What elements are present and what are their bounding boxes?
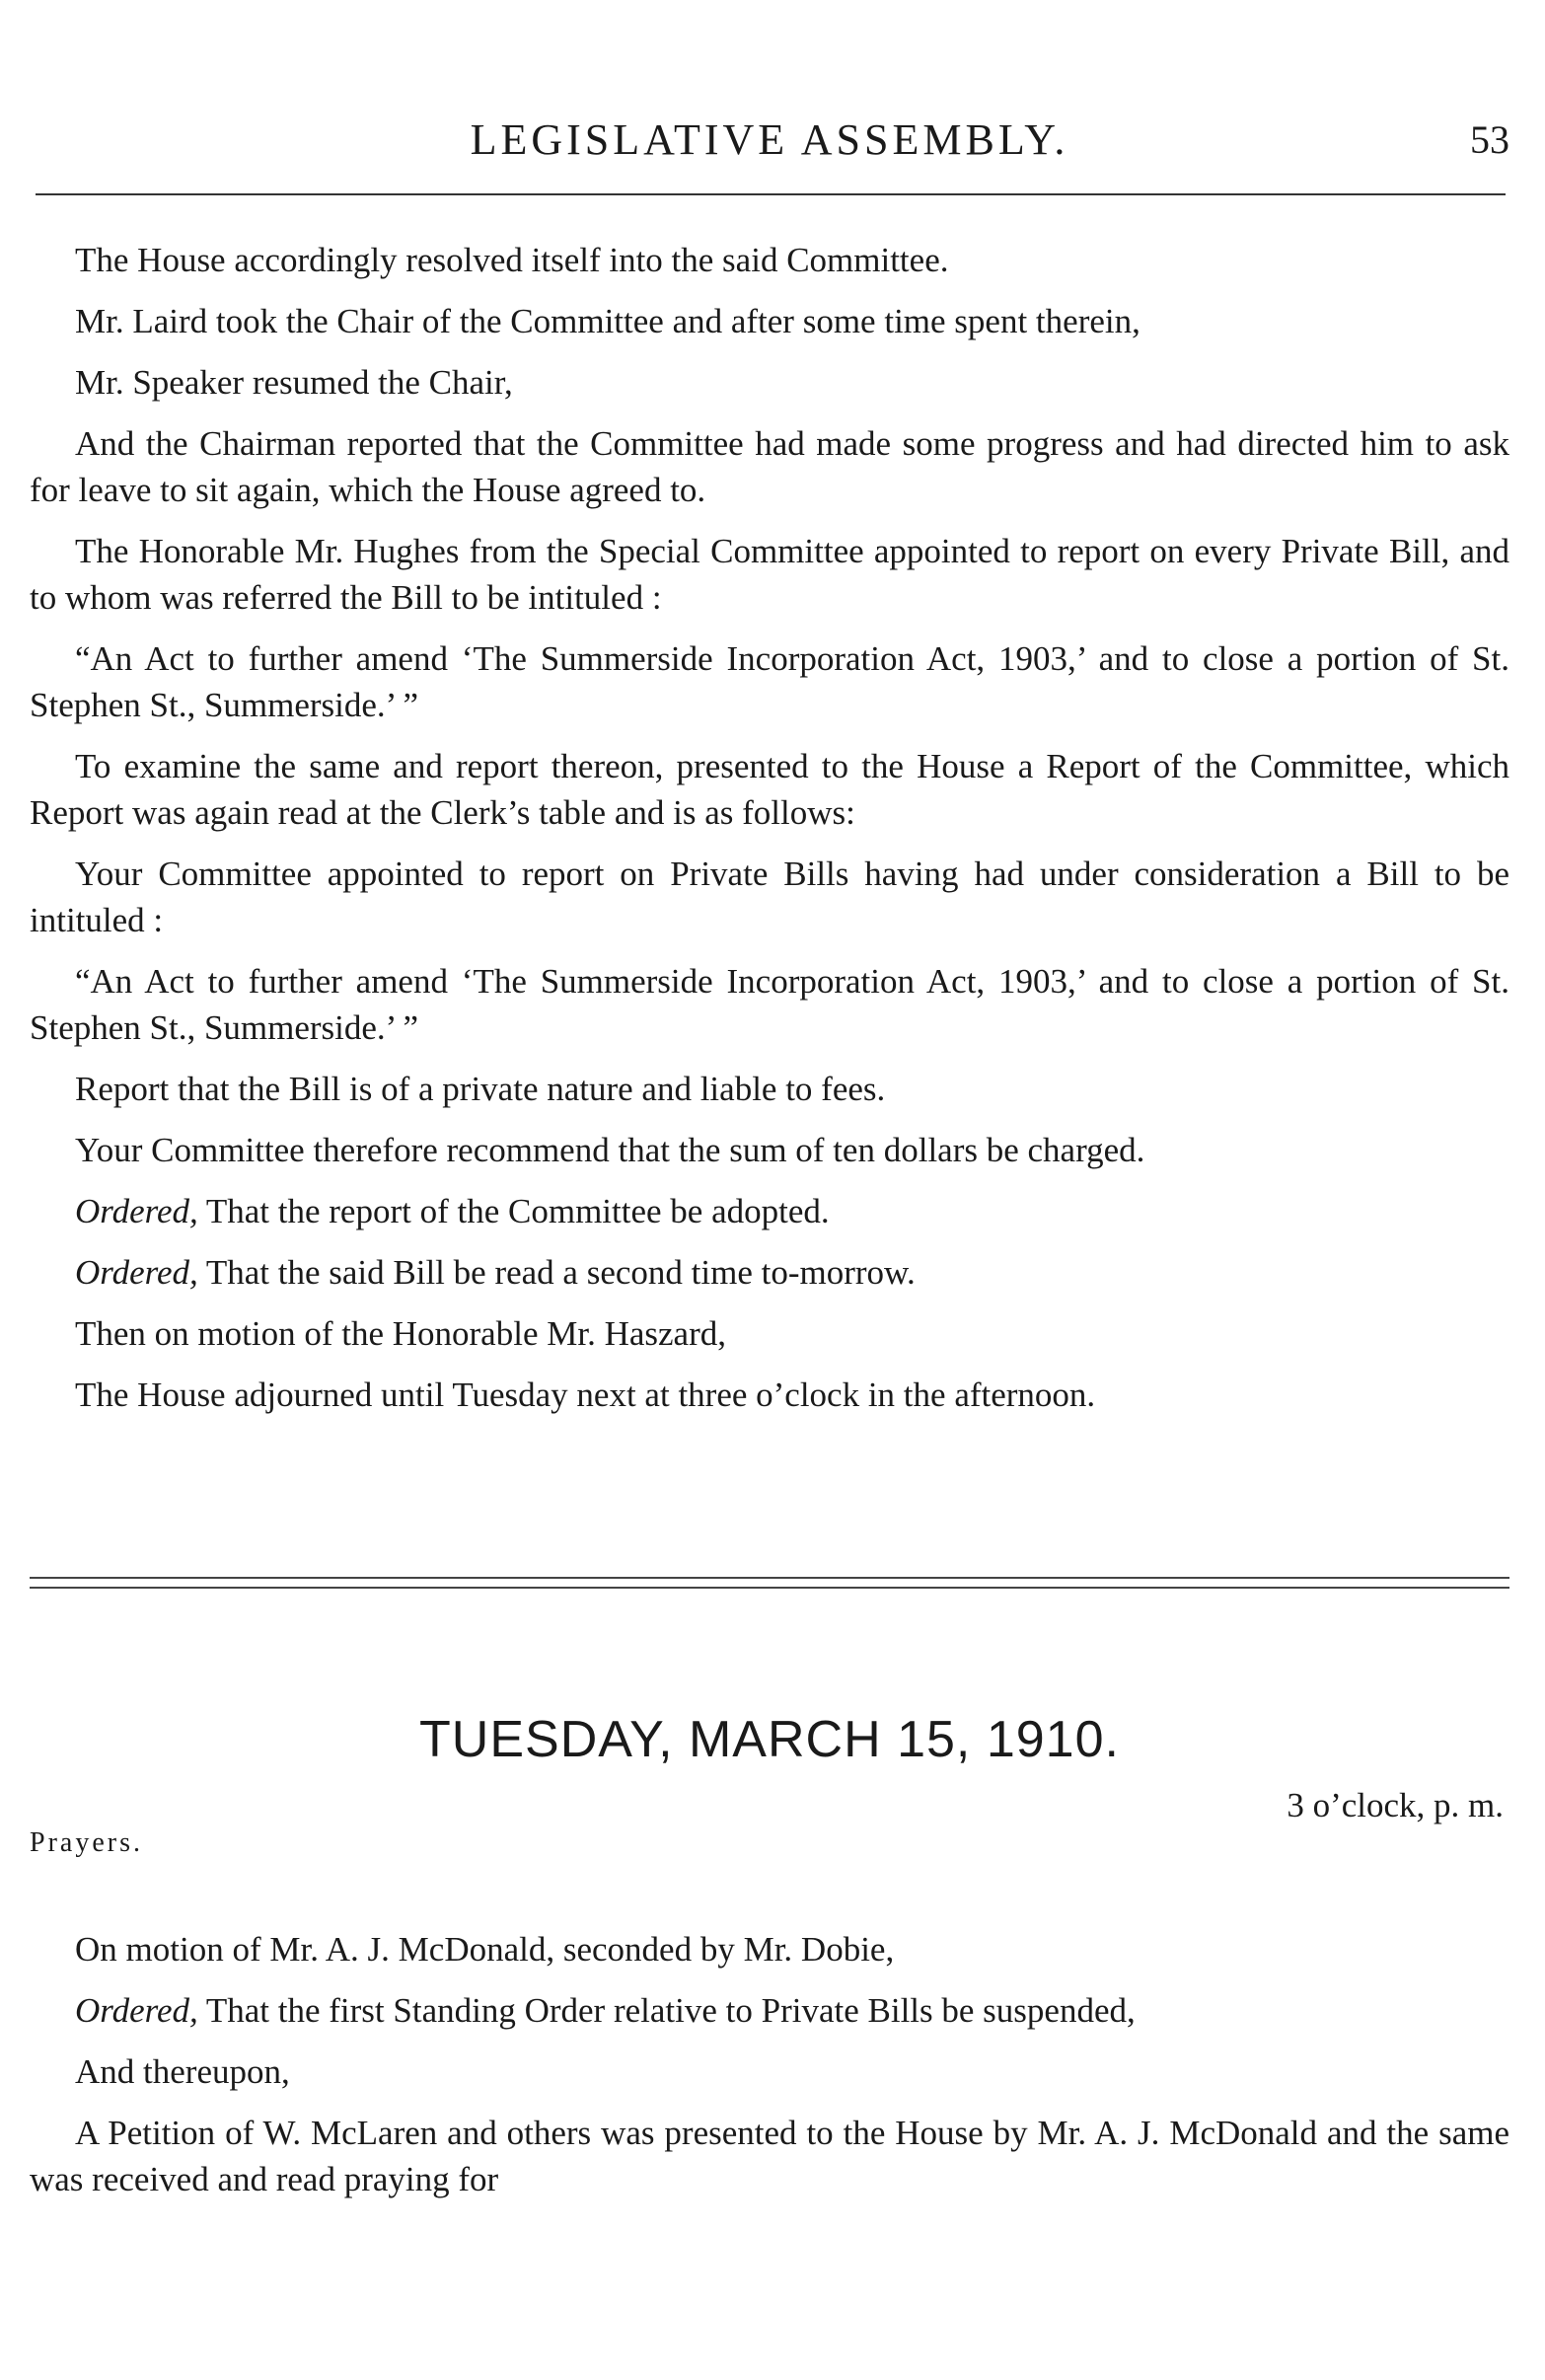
header-rule xyxy=(36,193,1506,195)
paragraph-7: To examine the same and report thereon, presented to the House a Report of the Committee, which Report was again read at the Clerk’s table and is as follows: xyxy=(30,747,1509,832)
paragraph-15: The House adjourned until Tuesday next at three o’clock in the afternoon. xyxy=(75,1376,1096,1414)
section-divider xyxy=(30,1577,1509,1589)
paragraph-6: “An Act to further amend ‘The Summerside Incorporation Act, 1903,’ and to close a portion of St. Stephen St., Summerside.’ ” xyxy=(30,639,1509,724)
proceedings-section-1 xyxy=(30,237,1509,1433)
paragraph-5: The Honorable Mr. Hughes from the Special Committee appointed to report on every Private Bill, and to whom was referred the Bill to be intituled : xyxy=(30,532,1509,617)
paragraph-9: “An Act to further amend ‘The Summerside Incorporation Act, 1903,’ and to close a portion of St. Stephen St., Summerside.’ ” xyxy=(30,962,1509,1047)
page-number: 53 xyxy=(1470,117,1509,162)
paragraph-2: Mr. Laird took the Chair of the Committee and after some time spent therein, xyxy=(75,302,1140,340)
running-title: LEGISLATIVE ASSEMBLY. xyxy=(470,115,1069,164)
document-page xyxy=(30,0,1509,2380)
paragraph-17: Ordered, That the first Standing Order relative to Private Bills be suspended, xyxy=(75,1991,1136,2030)
proceedings-section-2 xyxy=(30,1926,1509,2217)
paragraph-14: Then on motion of the Honorable Mr. Haszard, xyxy=(75,1314,726,1353)
paragraph-10: Report that the Bill is of a private nature and liable to fees. xyxy=(75,1070,886,1108)
paragraph-8: Your Committee appointed to report on Private Bills having had under consideration a Bill to be intituled : xyxy=(30,855,1509,939)
paragraph-13: Ordered, That the said Bill be read a second time to-morrow. xyxy=(75,1253,916,1292)
paragraph-12: Ordered, That the report of the Committee be adopted. xyxy=(75,1192,830,1230)
paragraph-11: Your Committee therefore recommend that the sum of ten dollars be charged. xyxy=(75,1131,1145,1169)
running-header xyxy=(30,111,1509,170)
paragraph-16: On motion of Mr. A. J. McDonald, seconded by Mr. Dobie, xyxy=(75,1930,895,1969)
paragraph-4: And the Chairman reported that the Committee had made some progress and had directed him to ask for leave to sit again, which the House agreed to. xyxy=(30,424,1509,509)
prayers-label: Prayers. xyxy=(30,1827,143,1858)
date-heading: TUESDAY, MARCH 15, 1910. xyxy=(419,1711,1120,1768)
paragraph-19: A Petition of W. McLaren and others was presented to the House by Mr. A. J. McDonald and the same was received and read praying for xyxy=(30,2114,1509,2198)
paragraph-18: And thereupon, xyxy=(75,2052,290,2091)
paragraph-1: The House accordingly resolved itself into the said Committee. xyxy=(75,241,949,279)
sitting-time: 3 o’clock, p. m. xyxy=(1287,1786,1504,1824)
paragraph-3: Mr. Speaker resumed the Chair, xyxy=(75,363,513,402)
